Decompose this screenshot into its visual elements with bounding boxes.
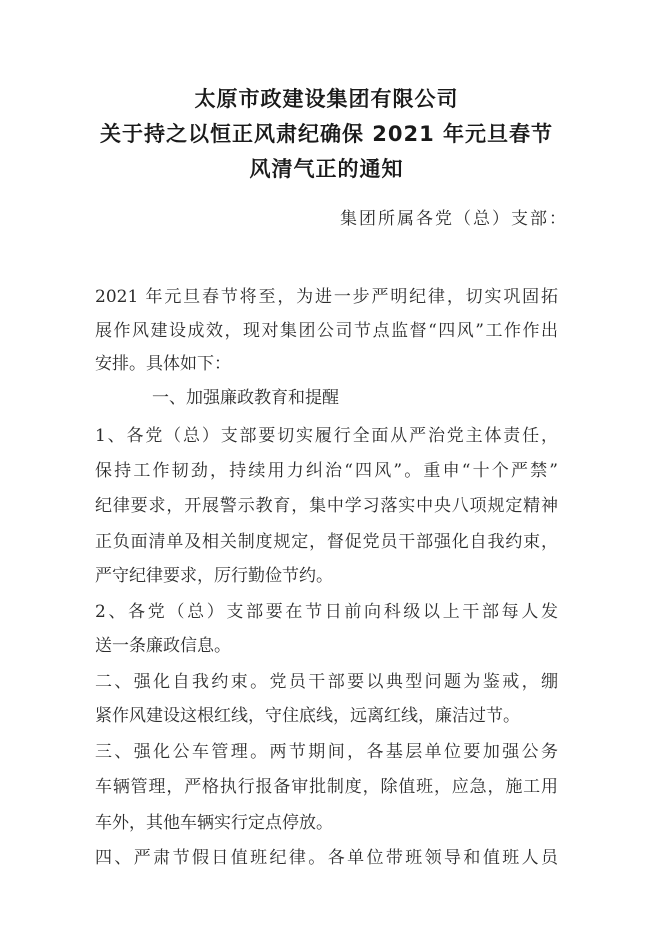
body-line: 三、强化公车管理。两节期间，各基层单位要加强公务	[95, 742, 558, 762]
body-line: 车辆管理，严格执行报备审批制度，除值班，应急，施工用	[95, 777, 558, 797]
body-line: 正负面清单及相关制度规定，督促党员干部强化自我约束，	[95, 532, 558, 552]
body-line: 送一条廉政信息。	[95, 636, 231, 656]
body-line: 纪律要求，开展警示教育，集中学习落实中央八项规定精神	[95, 496, 558, 516]
title-line-notice: 风清气正的通知	[249, 157, 404, 181]
body-line: 保持工作韧劲，持续用力纠治“四风”。重申“十个严禁”	[95, 461, 558, 481]
body-line: 四、严肃节假日值班纪律。各单位带班领导和值班人员	[95, 848, 558, 868]
title-line-subject: 关于持之以恒正风肃纪确保 2021 年元旦春节	[99, 122, 554, 146]
body-line: 二、强化自我约束。党员干部要以典型问题为鉴戒，绷	[95, 672, 558, 692]
body-line: 1、各党（总）支部要切实履行全面从严治党主体责任，	[95, 426, 558, 446]
body-line: 严守纪律要求，厉行勤俭节约。	[95, 566, 333, 586]
title-line-company: 太原市政建设集团有限公司	[194, 87, 459, 111]
body-line: 2021 年元旦春节将至，为进一步严明纪律，切实巩固拓	[95, 287, 558, 307]
body-line: 紧作风建设这根红线，守住底线，远离红线，廉洁过节。	[95, 706, 520, 726]
body-line: 安排。具体如下：	[95, 354, 231, 374]
body-line: 2、各党（总）支部要在节日前向科级以上干部每人发	[95, 602, 558, 622]
salutation: 集团所属各党（总）支部：	[340, 209, 568, 229]
body-line: 展作风建设成效，现对集团公司节点监督“四风”工作作出	[95, 321, 558, 341]
body-line: 车外，其他车辆实行定点停放。	[95, 813, 333, 833]
section-heading: 一、加强廉政教育和提醒	[152, 388, 339, 408]
